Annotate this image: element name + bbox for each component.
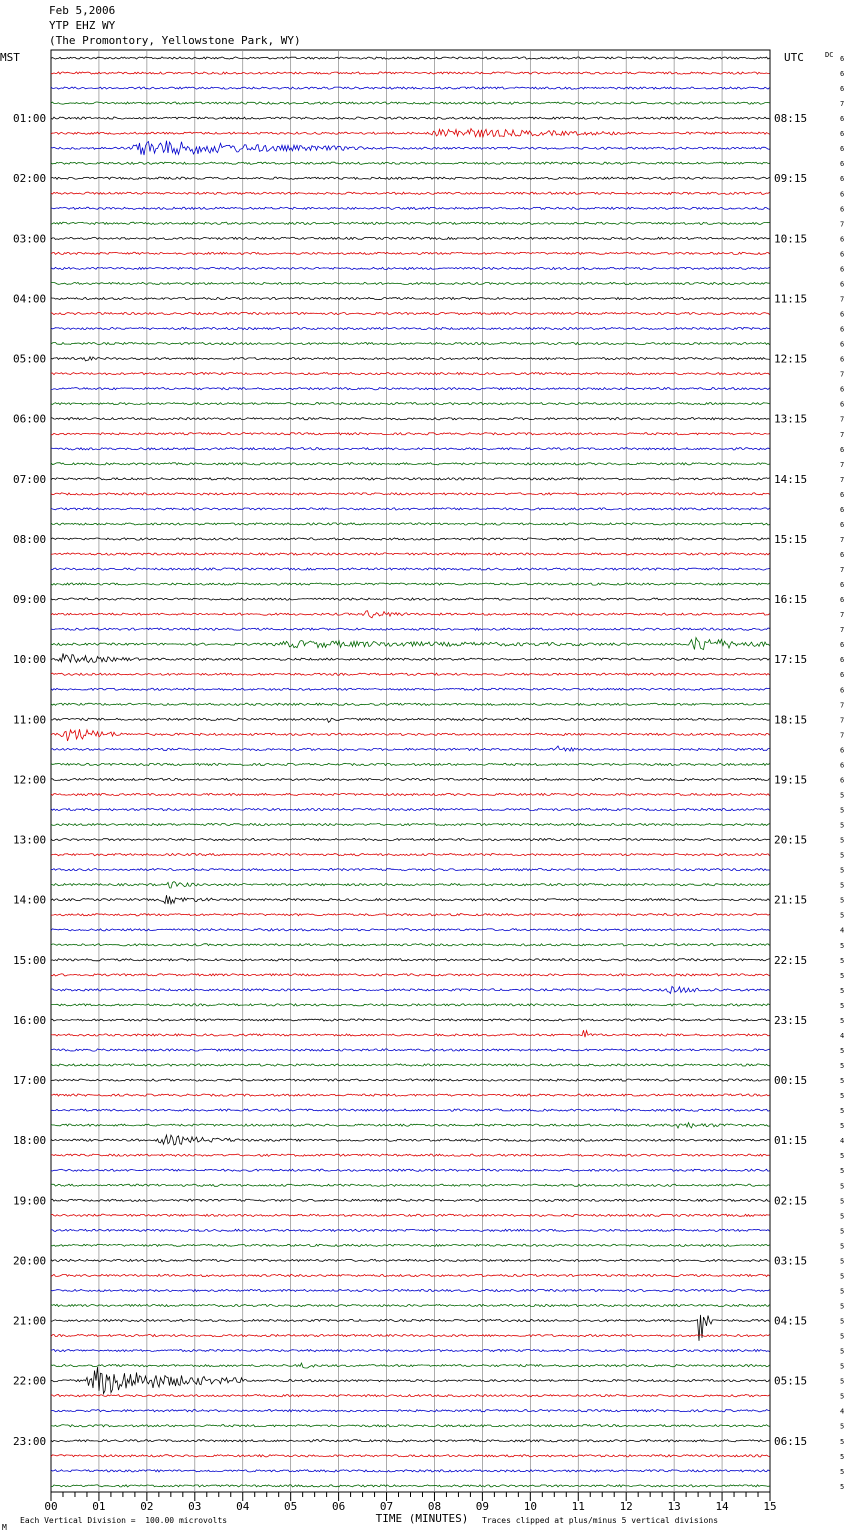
dc-offset: 7 (840, 611, 845, 620)
dc-offset: 5 (840, 1347, 845, 1356)
trace-line (51, 418, 770, 420)
dc-offset: 5 (840, 1001, 845, 1010)
dc-offset: 7 (840, 535, 845, 544)
dc-offset: 7 (840, 626, 845, 635)
trace-line (51, 87, 770, 89)
dc-offset: 5 (840, 1092, 845, 1101)
trace-line (51, 1485, 770, 1487)
dc-offset: 5 (840, 896, 845, 905)
trace-line (51, 1274, 770, 1276)
trace-line (51, 312, 770, 314)
trace-line (51, 1109, 770, 1111)
dc-offset: 7 (840, 731, 845, 740)
dc-offset: 7 (840, 430, 845, 439)
trace-line (51, 538, 770, 540)
dc-offset: 5 (840, 911, 845, 920)
trace-line (51, 746, 770, 751)
trace-line (51, 1184, 770, 1186)
dc-offset: 4 (840, 1031, 845, 1040)
right-hour-label: 03:15 (774, 1254, 808, 1268)
dc-offset: 4 (840, 1137, 845, 1146)
trace-line (51, 914, 770, 916)
dc-offset: 6 (840, 596, 845, 605)
left-hour-label: 19:00 (13, 1194, 47, 1208)
left-hour-label: 17:00 (13, 1074, 47, 1088)
dc-offset: 5 (840, 1452, 845, 1461)
right-hour-label: 13:15 (774, 412, 808, 426)
trace-line (51, 839, 770, 841)
dc-offset: 5 (840, 791, 845, 800)
trace-line (51, 1004, 770, 1006)
x-tick-label: 10 (523, 1500, 537, 1513)
dc-offset: 6 (840, 130, 845, 139)
dc-offset: 5 (840, 1152, 845, 1161)
trace-line (51, 729, 770, 741)
dc-offset: 5 (840, 1287, 845, 1296)
left-hour-label: 02:00 (13, 172, 47, 186)
left-hour-label: 01:00 (13, 112, 47, 126)
dc-offset: 5 (840, 1062, 845, 1071)
trace-line (51, 1440, 770, 1442)
trace-line (51, 718, 770, 722)
dc-offset: 5 (840, 866, 845, 875)
dc-offset: 7 (840, 475, 845, 484)
trace-line (51, 638, 770, 650)
trace-line (51, 1123, 770, 1128)
dc-offset: 6 (840, 70, 845, 79)
dc-offset: 5 (840, 1362, 845, 1371)
left-hour-label: 20:00 (13, 1254, 47, 1268)
trace-line (51, 478, 770, 480)
trace-line (51, 854, 770, 856)
dc-offset: 5 (840, 1046, 845, 1055)
plot-date: Feb 5,2006 (49, 4, 116, 17)
trace-line (51, 929, 770, 931)
right-hour-label: 14:15 (774, 472, 808, 486)
left-hour-label: 23:00 (13, 1434, 47, 1448)
dc-offset: 5 (840, 1467, 845, 1476)
trace-line (51, 673, 770, 675)
right-hour-label: 11:15 (774, 292, 808, 306)
trace-line (51, 1455, 770, 1457)
dc-offset: 6 (840, 145, 845, 154)
x-tick-label: 05 (284, 1500, 298, 1513)
trace-line (51, 823, 770, 825)
dc-offset: 5 (840, 1302, 845, 1311)
trace-line (51, 688, 770, 690)
x-tick-label: 07 (379, 1500, 394, 1513)
trace-line (51, 1214, 770, 1216)
trace-line (51, 1335, 770, 1337)
trace-line (51, 568, 770, 570)
dc-offset: 5 (840, 1212, 845, 1221)
dc-offset: 6 (840, 641, 845, 650)
station-code: YTP EHZ WY (49, 19, 116, 32)
trace-line (51, 388, 770, 390)
trace-line (51, 222, 770, 224)
trace-line (51, 1367, 770, 1394)
left-hour-label: 05:00 (13, 352, 47, 366)
trace-line (51, 373, 770, 375)
trace-line (51, 583, 770, 585)
trace-line (51, 1094, 770, 1096)
dc-offset: 4 (840, 1407, 845, 1416)
trace-line (51, 598, 770, 600)
x-tick-label: 01 (92, 1500, 106, 1513)
left-hour-label: 07:00 (13, 472, 47, 486)
corner-mark: M (2, 1523, 7, 1532)
trace-line (51, 1049, 770, 1051)
dc-offset: 5 (840, 821, 845, 830)
dc-offset: 4 (840, 926, 845, 935)
dc-offset: 5 (840, 881, 845, 890)
trace-line (51, 1315, 770, 1341)
right-hour-label: 01:15 (774, 1134, 808, 1148)
dc-offset: 5 (840, 851, 845, 860)
trace-line (51, 1135, 770, 1145)
station-location: (The Promontory, Yellowstone Park, WY) (49, 34, 301, 47)
dc-offset: 6 (840, 656, 845, 665)
trace-line (51, 703, 770, 705)
left-hour-label: 11:00 (13, 713, 47, 727)
right-hour-label: 17:15 (774, 653, 808, 667)
dc-offset: 5 (840, 1182, 845, 1191)
right-hour-label: 23:15 (774, 1013, 808, 1027)
x-tick-label: 12 (619, 1500, 633, 1513)
trace-line (51, 1030, 770, 1037)
dc-offset: 6 (840, 520, 845, 529)
x-tick-label: 04 (236, 1500, 250, 1513)
trace-line (51, 1425, 770, 1427)
dc-offset: 7 (840, 220, 845, 229)
right-hour-label: 09:15 (774, 172, 808, 186)
x-tick-label: 00 (44, 1500, 58, 1513)
dc-offset: 6 (840, 235, 845, 244)
right-hour-label: 12:15 (774, 352, 808, 366)
left-hour-label: 04:00 (13, 292, 47, 306)
trace-line (51, 1154, 770, 1156)
trace-line (51, 986, 770, 993)
x-tick-label: 06 (331, 1500, 346, 1513)
trace-line (51, 869, 770, 871)
right-hour-label: 20:15 (774, 833, 808, 847)
trace-line (51, 357, 770, 361)
right-hour-label: 22:15 (774, 953, 808, 967)
dc-offset: 6 (840, 190, 845, 199)
x-axis-label: TIME (MINUTES) (375, 1512, 469, 1525)
left-hour-label: 15:00 (13, 953, 47, 967)
x-tick-label: 11 (571, 1500, 585, 1513)
trace-line (51, 403, 770, 405)
dc-offset: 5 (840, 1392, 845, 1401)
trace-line (51, 1064, 770, 1066)
dc-offset: 5 (840, 1332, 845, 1341)
clip-note: Traces clipped at plus/minus 5 vertical divisions (482, 1516, 719, 1525)
dc-offset: 6 (840, 490, 845, 499)
trace-line (51, 1289, 770, 1291)
dc-offset: 5 (840, 1077, 845, 1086)
trace-line (51, 267, 770, 269)
dc-offset: 5 (840, 1107, 845, 1116)
dc-offset: 7 (840, 716, 845, 725)
trace-line (51, 1079, 770, 1081)
dc-offset: 5 (840, 1016, 845, 1025)
trace-line (51, 1410, 770, 1412)
trace-line (51, 433, 770, 435)
trace-line (51, 1169, 770, 1171)
trace-line (51, 1244, 770, 1246)
dc-offset: 7 (840, 415, 845, 424)
dc-offset: 6 (840, 671, 845, 680)
dc-offset: 6 (840, 265, 845, 274)
dc-offset: 6 (840, 355, 845, 364)
dc-offset: 5 (840, 986, 845, 995)
right-hour-label: 15:15 (774, 532, 808, 546)
dc-offset: 7 (840, 100, 845, 109)
trace-line (51, 793, 770, 795)
trace-line (51, 141, 770, 155)
trace-line (51, 628, 770, 630)
right-zone-label: UTC (784, 51, 804, 64)
dc-offset: 5 (840, 941, 845, 950)
right-hour-label: 21:15 (774, 893, 808, 907)
label-group (13, 55, 844, 1513)
dc-offset: 6 (840, 686, 845, 695)
dc-offset: 6 (840, 581, 845, 590)
dc-offset: 6 (840, 250, 845, 259)
trace-line (51, 327, 770, 329)
trace-line (51, 448, 770, 450)
right-hour-label: 06:15 (774, 1434, 808, 1448)
dc-offset: 7 (840, 370, 845, 379)
trace-line (51, 1304, 770, 1306)
trace-line (51, 177, 770, 179)
trace-line (51, 162, 770, 164)
dc-offset: 7 (840, 295, 845, 304)
trace-line (51, 493, 770, 495)
trace-line (51, 1229, 770, 1231)
dc-offset: 5 (840, 1317, 845, 1326)
scale-note: Each Vertical Division = 100.00 microvolts (20, 1516, 228, 1525)
dc-offset: 5 (840, 1422, 845, 1431)
dc-offset: 6 (840, 325, 845, 334)
trace-line (51, 974, 770, 976)
x-tick-label: 08 (427, 1500, 442, 1513)
left-hour-label: 06:00 (13, 412, 47, 426)
trace-line (51, 1470, 770, 1472)
dc-offset: 6 (840, 340, 845, 349)
trace-line (51, 57, 770, 59)
dc-offset: 5 (840, 806, 845, 815)
trace-line (51, 237, 770, 239)
trace-line (51, 343, 770, 345)
dc-offset: 6 (840, 55, 845, 63)
dc-offset: 6 (840, 280, 845, 289)
dc-offset: 6 (840, 175, 845, 184)
trace-line (51, 129, 770, 138)
dc-offset: 5 (840, 1437, 845, 1446)
left-hour-label: 21:00 (13, 1314, 47, 1328)
dc-offset: 7 (840, 460, 845, 469)
trace-line (51, 523, 770, 525)
dc-offset: 5 (840, 1377, 845, 1386)
left-hour-label: 13:00 (13, 833, 47, 847)
trace-line (51, 282, 770, 284)
right-hour-label: 02:15 (774, 1194, 808, 1208)
x-tick-label: 14 (715, 1500, 729, 1513)
right-hour-label: 05:15 (774, 1374, 808, 1388)
trace-line (51, 778, 770, 780)
trace-line (51, 102, 770, 104)
dc-offset: 7 (840, 566, 845, 575)
dc-offset: 6 (840, 310, 845, 319)
right-hour-label: 00:15 (774, 1074, 808, 1088)
trace-line (51, 1259, 770, 1261)
dc-offset: 5 (840, 1257, 845, 1266)
dc-offset: 6 (840, 205, 845, 214)
dc-offset: 6 (840, 385, 845, 394)
x-tick-label: 03 (188, 1500, 202, 1513)
dc-offset: 6 (840, 550, 845, 559)
dc-offset: 6 (840, 776, 845, 785)
trace-line (51, 882, 770, 888)
trace-line (51, 463, 770, 465)
trace-line (51, 1395, 770, 1397)
dc-offset: 5 (840, 1272, 845, 1281)
left-hour-label: 12:00 (13, 773, 47, 787)
right-hour-label: 04:15 (774, 1314, 808, 1328)
left-hour-label: 10:00 (13, 653, 47, 667)
dc-offset: 5 (840, 836, 845, 845)
x-tick-label: 15 (763, 1500, 777, 1513)
left-hour-label: 22:00 (13, 1374, 47, 1388)
dc-offset: 6 (840, 445, 845, 454)
trace-line (51, 611, 770, 618)
right-hour-label: 08:15 (774, 112, 808, 126)
trace-line (51, 72, 770, 74)
left-zone-label: MST (0, 51, 20, 64)
dc-offset: 6 (840, 85, 845, 94)
trace-line (51, 763, 770, 765)
trace-group (51, 57, 770, 1487)
dc-offset: 5 (840, 1197, 845, 1206)
trace-line (51, 944, 770, 946)
right-hour-label: 18:15 (774, 713, 808, 727)
trace-line (51, 1019, 770, 1021)
left-hour-label: 14:00 (13, 893, 47, 907)
trace-line (51, 297, 770, 299)
dc-offset: 6 (840, 160, 845, 169)
left-hour-label: 18:00 (13, 1134, 47, 1148)
x-tick-label: 09 (475, 1500, 490, 1513)
trace-line (51, 808, 770, 810)
dc-offset: 5 (840, 1242, 845, 1251)
dc-offset: 6 (840, 400, 845, 409)
left-hour-label: 03:00 (13, 232, 47, 246)
right-hour-label: 16:15 (774, 593, 808, 607)
trace-line (51, 117, 770, 119)
dc-offset: 5 (840, 1482, 845, 1491)
trace-line (51, 252, 770, 254)
dc-offset: 5 (840, 956, 845, 965)
dc-offset: 5 (840, 971, 845, 980)
dc-offset: 5 (840, 1122, 845, 1131)
trace-line (51, 553, 770, 555)
left-hour-label: 08:00 (13, 532, 47, 546)
dc-offset: 6 (840, 115, 845, 124)
trace-line (51, 1199, 770, 1201)
trace-line (51, 895, 770, 904)
right-hour-label: 19:15 (774, 773, 808, 787)
dc-offset: 5 (840, 1227, 845, 1236)
trace-line (51, 1350, 770, 1352)
trace-line (51, 192, 770, 194)
dc-offset: 6 (840, 761, 845, 770)
left-hour-label: 16:00 (13, 1013, 47, 1027)
dc-offset: 5 (840, 1167, 845, 1176)
trace-line (51, 653, 770, 662)
dc-offset: 7 (840, 701, 845, 710)
trace-line (51, 207, 770, 209)
dc-offset: 6 (840, 746, 845, 755)
dc-label: DC (825, 51, 834, 59)
dc-offset: 6 (840, 505, 845, 514)
right-hour-label: 10:15 (774, 232, 808, 246)
left-hour-label: 09:00 (13, 593, 47, 607)
x-tick-label: 13 (667, 1500, 681, 1513)
x-tick-label: 02 (140, 1500, 154, 1513)
trace-line (51, 508, 770, 510)
trace-line (51, 959, 770, 961)
trace-line (51, 1363, 770, 1368)
